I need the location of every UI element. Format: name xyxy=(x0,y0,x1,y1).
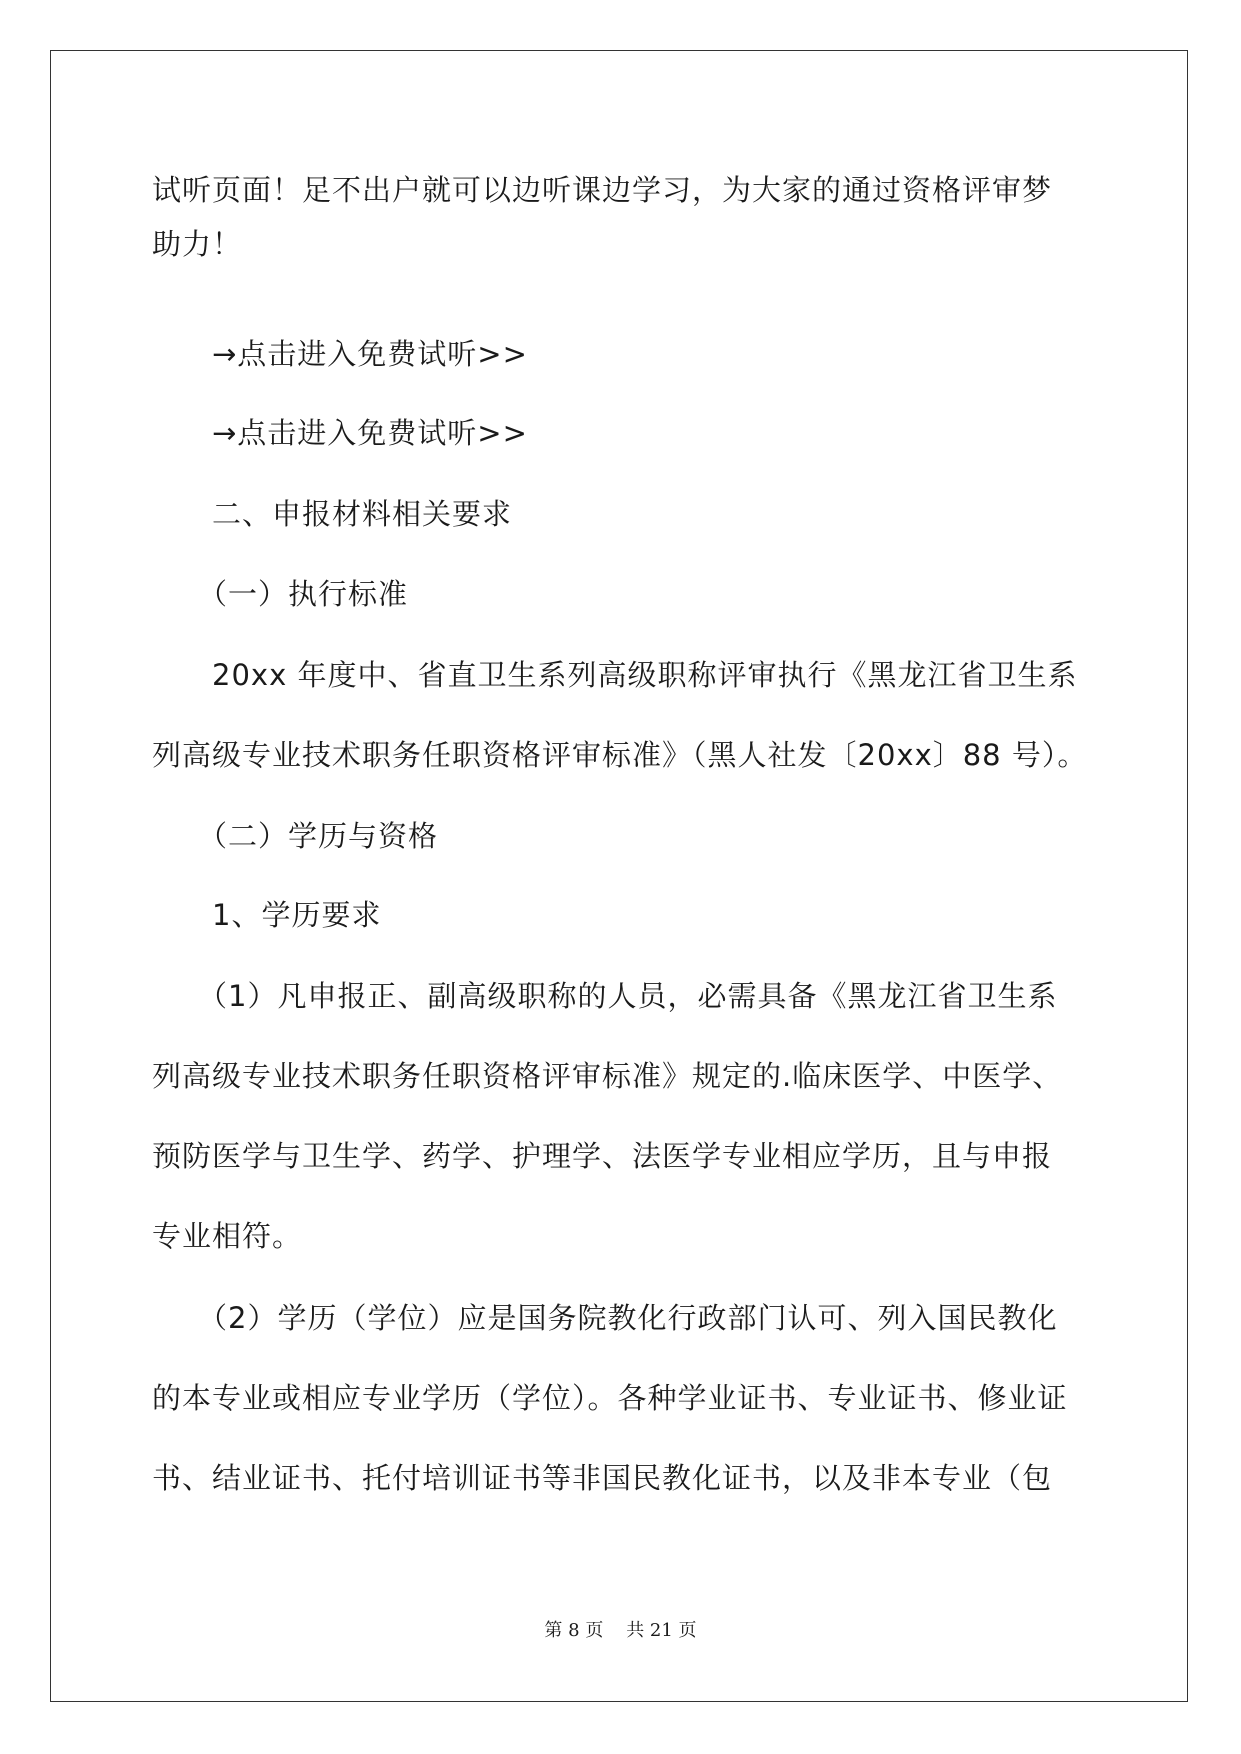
subsection-heading: （二）学历与资格 xyxy=(198,819,439,853)
paragraph-line: 列高级专业技术职务任职资格评审标准》（黑人社发〔20xx〕88 号）。 xyxy=(152,738,1088,772)
paragraph-line: 列高级专业技术职务任职资格评审标准》规定的.临床医学、中医学、 xyxy=(152,1059,1063,1093)
free-trial-link[interactable]: →点击进入免费试听>> xyxy=(212,416,528,450)
paragraph-line: （2）学历（学位）应是国务院教化行政部门认可、列入国民教化 xyxy=(198,1301,1058,1335)
item-heading: 1、学历要求 xyxy=(212,898,382,932)
section-heading: 二、申报材料相关要求 xyxy=(212,497,513,531)
paragraph-line: 20xx 年度中、省直卫生系列高级职称评审执行《黑龙江省卫生系 xyxy=(212,658,1078,692)
free-trial-link[interactable]: →点击进入免费试听>> xyxy=(212,337,528,371)
paragraph-line: 的本专业或相应专业学历（学位）。各种学业证书、专业证书、修业证 xyxy=(152,1381,1068,1415)
paragraph-line: 助力！ xyxy=(152,227,243,261)
page-number-footer: 第 8 页 共 21 页 xyxy=(544,1620,697,1641)
page-border xyxy=(50,50,1188,1702)
paragraph-line: （1）凡申报正、副高级职称的人员，必需具备《黑龙江省卫生系 xyxy=(198,979,1058,1013)
paragraph-line: 试听页面！足不出户就可以边听课边学习，为大家的通过资格评审梦 xyxy=(152,173,1053,207)
paragraph-line: 专业相符。 xyxy=(152,1219,303,1253)
subsection-heading: （一）执行标准 xyxy=(198,577,409,611)
paragraph-line: 书、结业证书、托付培训证书等非国民教化证书，以及非本专业（包 xyxy=(152,1461,1053,1495)
paragraph-line: 预防医学与卫生学、药学、护理学、法医学专业相应学历，且与申报 xyxy=(152,1139,1053,1173)
